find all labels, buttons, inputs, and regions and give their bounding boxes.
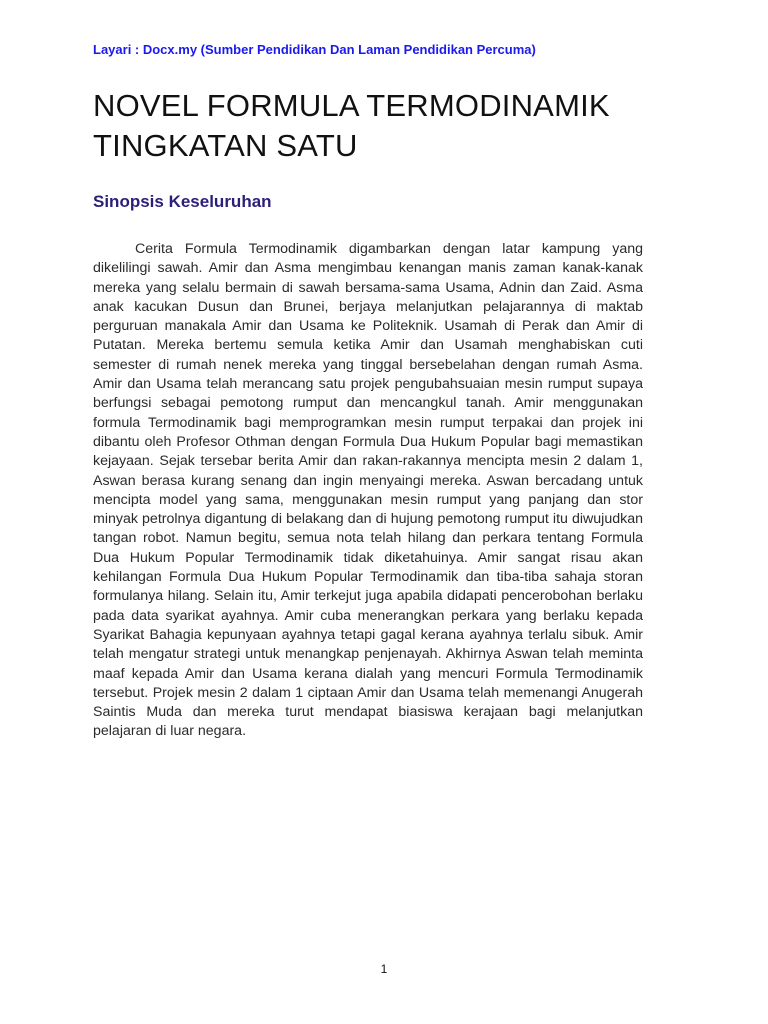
docx-source-link[interactable]: Layari : Docx.my (Sumber Pendidikan Dan Laman Pendidikan Percuma) [93, 42, 536, 57]
page-number: 1 [380, 962, 388, 976]
section-heading: Sinopsis Keseluruhan [93, 192, 272, 211]
synopsis-paragraph: Cerita Formula Termodinamik digambarkan dengan latar kampung yang dikelilingi sawah. Amir dan Asma mengimbau kenangan manis zaman kanak-kanak mereka yang selalu bermain di sawah bersama-sama Usama, Adnin dan Zaid. Asma anak kacukan Dusun dan Brunei, berjaya melanjutkan pelajarannya di maktab perguruan manakala Amir dan Usama ke Politeknik. Usamah di Perak dan Amir di Putatan. Mereka bertemu semula ketika Amir dan Usamah menghabiskan cuti semester di rumah nenek mereka yang tinggal bersebelahan dengan rumah Asma. Amir dan Usama telah merancang satu projek pengubahsuaian mesin rumput supaya berfungsi sebagai pemotong rumput dan mencangkul tanah. Amir menggunakan formula Termodinamik bagi memprogramkan mesin rumput terpakai dan projek ini dibantu oleh Profesor Othman dengan Formula Dua Hukum Popular bagi memastikan kejayaan. Sejak tersebar berita Amir dan rakan-rakannya mencipta mesin 2 dalam 1, Aswan berasa kurang senang dan ingin menyaingi mereka. Aswan bercadang untuk mencipta model yang sama, menggunakan mesin rumput yang panjang dan stor minyak petrolnya digantung di belakang dan di hujung pemotong rumput itu diwujudkan tangan robot. Namun begitu, semua nota telah hilang dan perkara tentang Formula Dua Hukum Popular Termodinamik tidak diketahuinya. Amir sangat risau akan kehilangan Formula Dua Hukum Popular Termodinamik dan tiba-tiba sahaja storan formulanya hilang. Selain itu, Amir terkejut juga apabila didapati pencerobohan berlaku pada data syarikat ayahnya. Amir cuba menerangkan perkara yang berlaku kepada Syarikat Bahagia kepunyaan ayahnya tetapi gagal kerana ayahnya terlalu sibuk. Amir telah mengatur strategi untuk menangkap penjenayah. Akhirnya Aswan telah meminta maaf kepada Amir dan Usama kerana dialah yang mencuri Formula Termodinamik tersebut. Projek mesin 2 dalam 1 ciptaan Amir dan Usama telah memenangi Anugerah Saintis Muda dan mereka turut mendapat biasiswa kerajaan bagi melanjutkan pelajaran di luar negara. [93, 241, 643, 740]
page-title: NOVEL FORMULA TERMODINAMIK TINGKATAN SATU [93, 88, 610, 163]
